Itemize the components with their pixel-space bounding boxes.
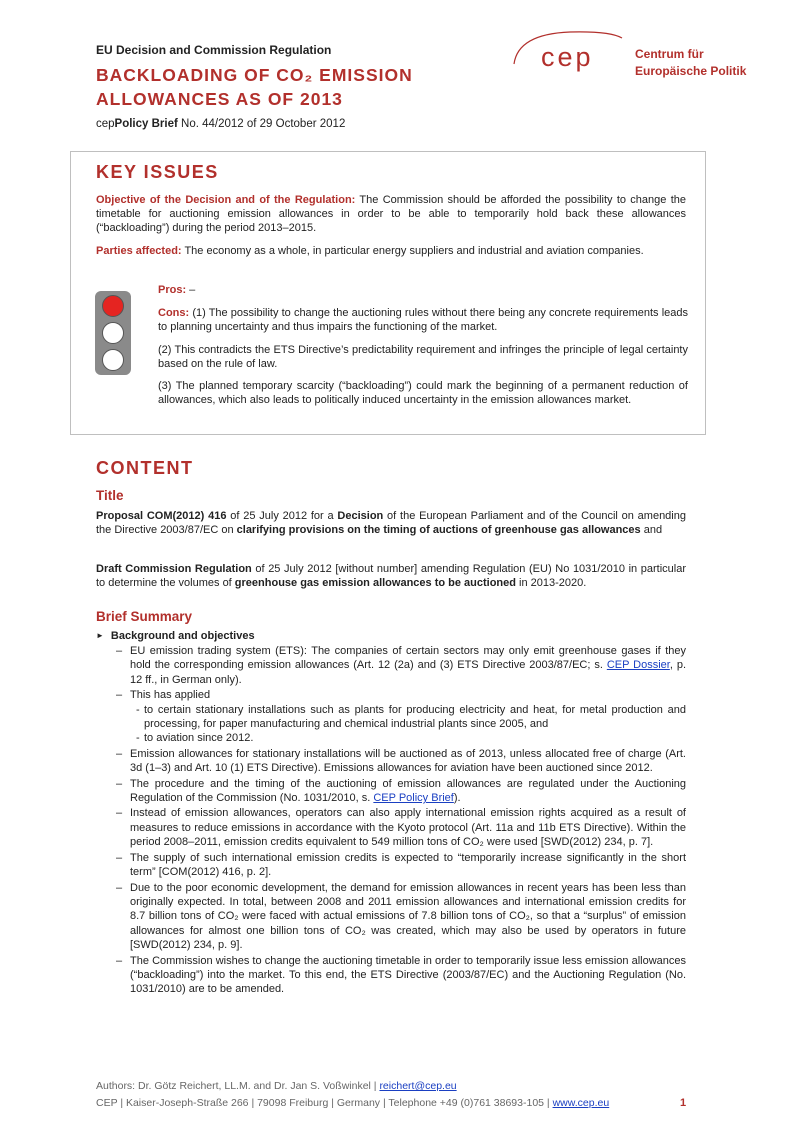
item-text: , p. 12 ff., in German only). xyxy=(130,659,686,686)
item-text: Due to the poor economic development, the demand for emission allowances in recent years has been less than originally expected. In total, between 2008 and 2011 emission allowances and international emission credits for 8.7 billion tons of CO₂ were faced with actual emissions of 7.8 billion tons of CO₂, so that a “surplus” of emission allowances for almost one billion tons of CO₂ was created, which may also be used by operators in future [SWD(2012) 234, p. 9]. xyxy=(130,881,686,952)
list-item: – This has applied - to certain stationary installations such as plants for producing electricity and heat, for metal production and processing, for paper manufacturing and chemical industrial plants since 2005, and - to aviation since 2012. xyxy=(116,689,686,745)
organization-name-line-1: Centrum für xyxy=(635,47,704,61)
brief-label: Policy Brief xyxy=(114,118,178,130)
triangle-bullet-icon: ► xyxy=(96,631,104,640)
policy-brief-line xyxy=(96,118,345,130)
item-text: Emission allowances for stationary installations will be auctioned as of 2013, unless allocated free of charge (Art. 3d (1–3) and Art. 10 (1) ETS Directive). Emissions allowances for aviation have been auctioned since 2012. xyxy=(130,747,686,775)
sub-item-text: to certain stationary installations such as plants for producing electricity and heat, for metal production and processing, for paper manufacturing and chemical industrial plants since 2005, and xyxy=(144,703,686,731)
authors-text: Authors: Dr. Götz Reichert, LL.M. and Dr. Jan S. Voßwinkel | xyxy=(96,1080,380,1092)
proposal-subject: clarifying provisions on the timing of auctions of greenhouse gas allowances xyxy=(236,524,641,537)
sub-item-text: to aviation since 2012. xyxy=(144,732,254,745)
key-issues-heading: KEY ISSUES xyxy=(96,162,219,182)
list-item: – The supply of such international emission credits is expected to “temporarily increase significantly in the short term” [COM(2012) 416, p. 2]. xyxy=(116,851,686,879)
cep-dossier-link[interactable]: CEP Dossier xyxy=(606,659,670,672)
list-item: – The Commission wishes to change the auctioning timetable in order to temporarily issue less emission allowances (“backloading”) into the market. To this end, the ETS Directive (2003/87/EC) and the Auctioning Regulation (No. 1031/2010) are to be amended. xyxy=(116,954,686,996)
cep-policy-brief-link[interactable]: CEP Policy Brief xyxy=(373,792,454,805)
list-item: – The procedure and the timing of the auctioning of emission allowances are regulated under the Auctioning Regulation of the Commission (No. 1031/2010, s. CEP Policy Brief). xyxy=(116,777,686,805)
brief-number-date: No. 44/2012 of 29 October 2012 xyxy=(177,118,346,130)
parties-label: Parties affected: xyxy=(96,245,182,257)
cons-label: Cons: xyxy=(158,307,190,319)
traffic-light-red-lamp xyxy=(102,295,124,317)
website-link[interactable]: www.cep.eu xyxy=(552,1097,610,1109)
title-subheading: Title xyxy=(96,488,124,503)
cons-paragraph-3: (3) The planned temporary scarcity (“backloading”) could mark the beginning of a permanent reduction of allowances, which also leads to politically induced uncertainty in the emission allowances market. xyxy=(158,380,688,407)
parties-text: The economy as a whole, in particular energy suppliers and industrial and aviation companies. xyxy=(181,245,644,257)
brief-summary-subheading: Brief Summary xyxy=(96,609,193,624)
item-text: ). xyxy=(453,792,461,805)
proposal-text-3: and xyxy=(640,524,663,537)
author-email-link[interactable]: reichert@cep.eu xyxy=(379,1080,457,1092)
background-objectives-bullet xyxy=(96,630,255,642)
document-title-line-2: ALLOWANCES AS OF 2013 xyxy=(96,89,343,109)
traffic-light-bottom-lamp xyxy=(102,349,124,371)
objective-text: The Commission should be afforded the possibility to change the timetable for auctioning emission allowances in order to be able to temporarily hold back these allowances (“backloading”) during the period 2013–2015. xyxy=(96,194,686,235)
draft-text-1: of 25 July 2012 [without number] amending Regulation (EU) No 1031/2010 in particular to determine the volumes of xyxy=(96,563,686,590)
item-text: EU emission trading system (ETS): The companies of certain sectors may only emit greenhouse gases if they hold the corresponding emission allowances (Art. 12 (2a) and (3) ETS Directive 2003/87/EC; s. xyxy=(130,645,686,672)
objective-label: Objective of the Decision and of the Regulation: xyxy=(96,194,356,206)
document-kicker: EU Decision and Commission Regulation xyxy=(96,43,332,57)
draft-text-2: in 2013-2020. xyxy=(515,577,587,590)
proposal-text-1: of 25 July 2012 for a xyxy=(226,510,338,522)
item-text: The procedure and the timing of the auctioning of emission allowances are regulated under the Auctioning Regulation of the Commission (No. 1031/2010, s. xyxy=(130,777,686,805)
list-item: – Due to the poor economic development, the demand for emission allowances in recent years has been less than originally expected. In total, between 2008 and 2011 emission allowances and international emission credits for 8.7 billion tons of CO₂ were faced with actual emissions of 7.8 billion tons of CO₂, so that a “surplus” of emission allowances for almost one billion tons of CO₂ was created, which may also be used by operators in future [SWD(2012) 234, p. 9]. xyxy=(116,881,686,952)
list-item: – EU emission trading system (ETS): The companies of certain sectors may only emit greenhouse gases if they hold the corresponding emission allowances (Art. 12 (2a) and (3) ETS Directive 2003/87/EC; s. CEP Dossier, p. 12 ff., in German only). xyxy=(116,645,686,686)
item-text: This has applied xyxy=(130,689,211,702)
bullet-label: Background and objectives xyxy=(110,630,255,642)
draft-regulation-paragraph xyxy=(96,562,686,590)
summary-list xyxy=(116,644,686,998)
cons-paragraph-1 xyxy=(158,306,688,334)
pros-label: Pros: xyxy=(158,284,187,296)
footer-address xyxy=(96,1097,609,1109)
sub-item: - to aviation since 2012. xyxy=(136,732,254,745)
proposal-text-2: of the European Parliament and of the Council on amending the Directive 2003/87/EC on xyxy=(96,510,686,537)
item-text: The supply of such international emission credits is expected to “temporarily increase significantly in the short term” [COM(2012) 416, p. 2]. xyxy=(130,851,686,879)
pros-line xyxy=(158,284,195,296)
organization-name-line-2: Europäische Politik xyxy=(635,64,747,78)
list-item: – Instead of emission allowances, operators can also apply international emission rights acquired as a result of measures to reduce emissions in accordance with the Kyoto protocol (Art. 11a and 11b ETS Directive). Within the period 2008–2011, emission credits equivalent to 549 million tons of CO₂ were used [SWD(2012) 234, p. 7]. xyxy=(116,807,686,849)
cons-text-1: (1) The possibility to change the auctioning rules without there being any concrete requirements leads to planning uncertainty and thus impairs the functioning of the market. xyxy=(158,307,688,334)
cons-paragraph-2: (2) This contradicts the ETS Directive’s predictability requirement and infringes the principle of legal certainty based on the rule of law. xyxy=(158,344,688,371)
sub-item: - to certain stationary installations such as plants for producing electricity and heat, for metal production and processing, for paper manufacturing and chemical industrial plants since 2005, and xyxy=(136,703,686,731)
objective-paragraph xyxy=(96,193,686,236)
list-item: – Emission allowances for stationary installations will be auctioned as of 2013, unless allocated free of charge (Art. 3d (1–3) and Art. 10 (1) ETS Directive). Emissions allowances for aviation have been auctioned since 2012. xyxy=(116,747,686,775)
proposal-ref: Proposal COM(2012) 416 xyxy=(96,510,227,522)
footer-authors xyxy=(96,1080,457,1092)
draft-ref: Draft Commission Regulation xyxy=(96,563,252,575)
proposal-paragraph xyxy=(96,509,686,537)
proposal-decision: Decision xyxy=(337,510,384,522)
traffic-light-icon xyxy=(95,291,131,375)
organization-name xyxy=(635,46,746,80)
brief-prefix: cep xyxy=(96,118,115,130)
address-text: CEP | Kaiser-Joseph-Straße 266 | 79098 Freiburg | Germany | Telephone +49 (0)761 38693-105 | xyxy=(96,1097,553,1109)
document-title-line-1: BACKLOADING OF CO₂ EMISSION xyxy=(96,65,413,85)
parties-affected-paragraph xyxy=(96,244,686,258)
item-text: The Commission wishes to change the auctioning timetable in order to temporarily issue less emission allowances (“backloading”) into the market. To this end, the ETS Directive (2003/87/EC) and the Auctioning Regulation (No. 1031/2010) are to be amended. xyxy=(130,954,686,996)
item-text: Instead of emission allowances, operators can also apply international emission rights acquired as a result of measures to reduce emissions in accordance with the Kyoto protocol (Art. 11a and 11b ETS Directive). Within the period 2008–2011, emission credits equivalent to 549 million tons of CO₂ were used [SWD(2012) 234, p. 7]. xyxy=(130,807,686,849)
content-heading: CONTENT xyxy=(96,458,194,478)
cep-logo: cep xyxy=(541,42,594,72)
pros-text: – xyxy=(186,284,196,296)
draft-subject: greenhouse gas emission allowances to be auctioned xyxy=(234,577,516,590)
traffic-light-middle-lamp xyxy=(102,322,124,344)
page-number: 1 xyxy=(680,1097,687,1109)
